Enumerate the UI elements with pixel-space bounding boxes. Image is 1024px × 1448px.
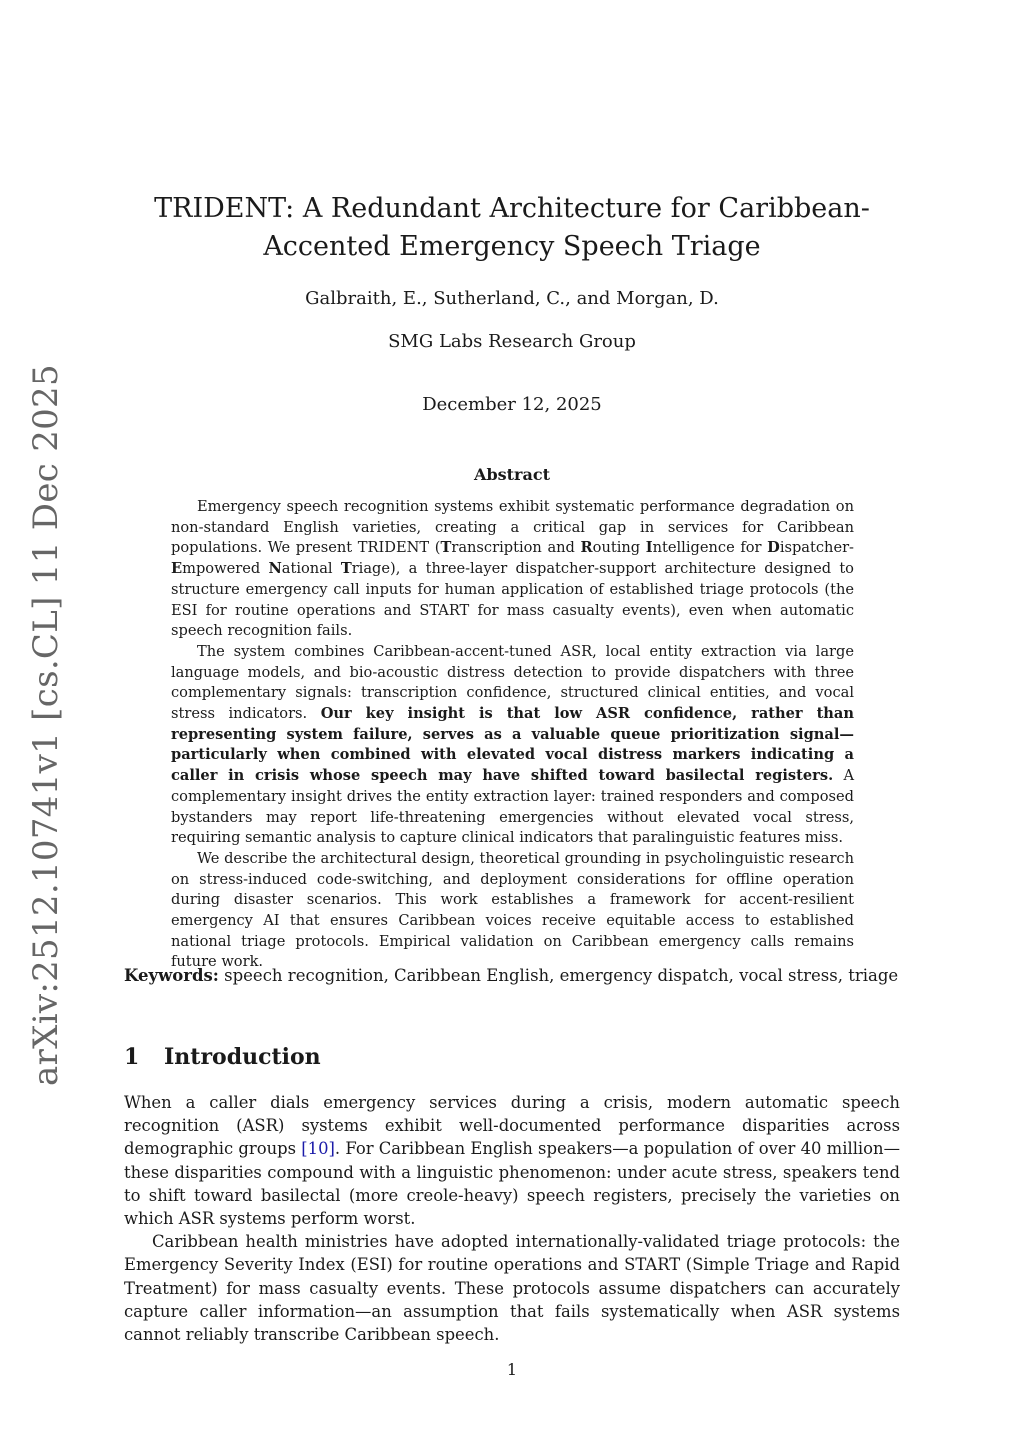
abstract-paragraph-2 bbox=[171, 642, 854, 849]
abstract-text: A complementary insight drives the entity extraction layer: trained responders and composed bystanders may report life-threatening emergencies without elevated vocal stress, requiring semantic analysis to capture clinical indicators that paralinguistic features miss. bbox=[171, 767, 855, 847]
acronym-letter: D bbox=[767, 539, 780, 557]
keywords-label: Keywords: bbox=[124, 966, 219, 985]
section-heading-introduction bbox=[124, 1044, 321, 1070]
abstract-text: ational bbox=[281, 560, 341, 578]
abstract-text: The system combines Caribbean-accent-tuned ASR, local entity extraction via large language models, and bio-acoustic distress detection to provide dispatchers with three complementary signals: transcription confidence, structured clinical entities, and vocal stress indicators. bbox=[171, 642, 854, 723]
intro-paragraph-1 bbox=[124, 1091, 900, 1230]
acronym-letter: T bbox=[440, 539, 452, 557]
citation-link[interactable]: [10] bbox=[301, 1139, 335, 1159]
abstract-paragraph-3: We describe the architectural design, theoretical grounding in psycholinguistic research on stress-induced code-switching, and deployment considerations for offline operation during disaster scenarios. This work establishes a framework for accent-resilient emergency AI that ensures Caribbean voices receive equitable access to established national triage protocols. Empirical validation on Caribbean emergency calls remains future work. bbox=[171, 849, 854, 971]
abstract-text: ranscription and bbox=[451, 539, 581, 557]
affiliation: SMG Labs Research Group bbox=[388, 331, 636, 352]
arxiv-identifier: arXiv:2512.10741v1 [cs.CL] 11 Dec 2025 bbox=[26, 364, 66, 1086]
arxiv-sidebar bbox=[16, 364, 76, 1086]
abstract-text: Emergency speech recognition systems exhibit systematic performance degradation on non-standard English varieties, creating a critical gap in services for Caribbean populations. We present TRIDENT ( bbox=[171, 498, 854, 557]
key-insight: Our key insight is that low ASR confidence, rather than representing system failure, serves as a valuable queue prioritization signal—particularly when combined with elevated vocal distress markers indicating a caller in crisis whose speech may have shifted toward basilectal registers. bbox=[171, 705, 854, 785]
abstract-paragraph-1 bbox=[171, 497, 854, 642]
abstract-text: mpowered bbox=[182, 560, 269, 578]
acronym-letter: I bbox=[645, 539, 653, 557]
acronym-letter: T bbox=[340, 560, 352, 578]
acronym-letter: E bbox=[171, 560, 183, 578]
abstract-text: ntelligence for bbox=[652, 539, 768, 557]
introduction-body bbox=[124, 1091, 900, 1346]
section-title: Introduction bbox=[164, 1044, 321, 1070]
keywords-list: speech recognition, Caribbean English, emergency dispatch, vocal stress, triage bbox=[218, 966, 899, 985]
publication-date: December 12, 2025 bbox=[422, 394, 602, 415]
abstract-body bbox=[171, 497, 854, 973]
abstract-heading: Abstract bbox=[474, 465, 550, 484]
page-number: 1 bbox=[506, 1360, 518, 1379]
abstract-text: riage), a three-layer dispatcher-support architecture designed to structure emergency call inputs for human application of established triage protocols (the ESI for routine operations and START for mass casualty events), even when automatic speech recognition fails. bbox=[171, 560, 854, 640]
abstract-text: ispatcher- bbox=[779, 539, 854, 557]
acronym-letter: N bbox=[268, 560, 282, 578]
intro-text: When a caller dials emergency services during a crisis, modern automatic speech recognition (ASR) systems exhibit well-documented performance disparities across demographic groups bbox=[124, 1093, 900, 1159]
author-list: Galbraith, E., Sutherland, C., and Morgan, D. bbox=[305, 288, 719, 309]
intro-paragraph-2: Caribbean health ministries have adopted internationally-validated triage protocols: the Emergency Severity Index (ESI) for routine operations and START (Simple Triage and Rapid Treatment) for mass casualty events. These protocols assume dispatchers can accurately capture caller information—an assumption that fails systematically when ASR systems cannot reliably transcribe Caribbean speech. bbox=[124, 1232, 900, 1345]
abstract-text: outing bbox=[592, 539, 646, 557]
intro-text: . For Caribbean English speakers—a population of over 40 million—these disparities compound with a linguistic phenomenon: under acute stress, speakers tend to shift toward basilectal (more creole-heavy) speech registers, precisely the varieties on which ASR systems perform worst. bbox=[124, 1139, 900, 1229]
section-number: 1 bbox=[124, 1044, 140, 1070]
paper-title: TRIDENT: A Redundant Architecture for Caribbean-Accented Emergency Speech Triage bbox=[154, 193, 870, 262]
keywords bbox=[124, 966, 904, 985]
acronym-letter: R bbox=[580, 539, 593, 557]
